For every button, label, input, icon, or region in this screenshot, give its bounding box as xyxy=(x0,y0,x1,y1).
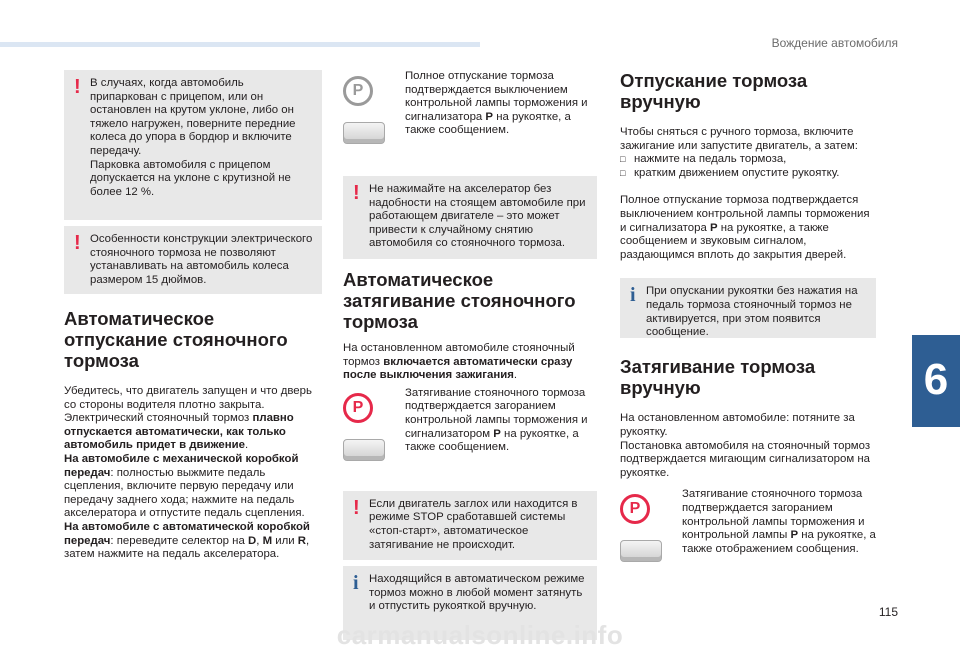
warning-icon: ! xyxy=(353,182,360,204)
note-text: Не нажимайте на акселератор без надобности на стоящем автомобиле при работающем двигателе – это может привести к случайному снятию автомобиля со стояночного тормоза. xyxy=(369,183,586,250)
bold-text: плавно отпускается автоматически, как только автомобиль придет в движение xyxy=(64,412,294,452)
apply-illustration xyxy=(343,387,399,461)
release-text xyxy=(405,70,597,144)
parking-brake-off-icon: P xyxy=(343,76,373,106)
text: на рукоятке, а также сообщением и звуковым сигналом, раздающимся вплоть до закрытия дверей. xyxy=(620,221,847,261)
warning-icon: ! xyxy=(74,232,81,254)
section-title: Вождение автомобиля xyxy=(771,36,898,50)
page-number: 115 xyxy=(878,605,898,619)
gear-m: M xyxy=(262,534,273,547)
text: Затягивание стояночного тормоза подтверждается загоранием контрольной лампы торможения и контрольной лампы xyxy=(682,488,865,542)
text: на рукоятке, а также сообщением. xyxy=(405,110,571,137)
note-text: Особенности конструкции электрического стояночного тормоза не позволяют устанавливать на автомобиль колеса размером 15 дюймов. xyxy=(90,233,313,286)
bold-text: P xyxy=(790,529,799,542)
body-paragraph: Чтобы сняться с ручного тормоза, включите зажигание или запустите двигатель, а затем: xyxy=(620,126,858,152)
info-icon: i xyxy=(630,284,636,307)
text: . xyxy=(244,439,249,452)
section-heading-manual-release: Отпускание тормоза вручную xyxy=(620,70,808,112)
apply-indicator-block xyxy=(343,387,597,461)
text: . xyxy=(513,369,518,382)
brake-switch-icon xyxy=(620,540,662,562)
bold-text: P xyxy=(709,221,718,234)
text: , затем нажмите на педаль акселератора. xyxy=(64,534,310,561)
bold-text: включается автоматически сразу после выключения зажигания xyxy=(343,355,573,382)
bold-text: P xyxy=(485,110,494,123)
manual-apply-illustration xyxy=(620,488,676,562)
warning-note-parking xyxy=(64,70,322,220)
release-indicator-block xyxy=(343,70,597,144)
text: : полностью выжмите педаль сцепления, включите первую передачу или передачу заднего хода; нажмите на педаль акселератора и отпустите педаль сцепления. xyxy=(64,466,305,520)
bold-text: P xyxy=(493,427,501,440)
gear-d: D xyxy=(247,534,257,547)
text: на рукоятке, а также отображением сообщения. xyxy=(682,529,876,555)
text: или xyxy=(272,534,298,547)
body-paragraph xyxy=(620,194,876,262)
text: На остановленном автомобиле стояночный тормоз xyxy=(343,341,575,368)
warning-icon: ! xyxy=(353,496,360,519)
manual-apply-indicator-block xyxy=(620,488,876,562)
column-middle xyxy=(343,70,597,640)
text: Полное отпускание тормоза подтверждается выключением контрольной лампы торможения и сигнализатора xyxy=(405,70,588,123)
text: , xyxy=(256,534,263,547)
list-item: □ кратким движением опустите рукоятку. xyxy=(620,167,876,181)
text: на рукоятке, а также сообщением. xyxy=(405,427,579,454)
steps-list xyxy=(620,153,876,180)
brake-switch-icon xyxy=(343,439,385,461)
note-text: Если двигатель заглох или находится в режиме STOP сработавшей системы «стоп-старт», автоматическое затягивание не происходит. xyxy=(369,497,578,551)
body-paragraph: Постановка автомобиля на стояночный тормоз подтверждается мигающим сигнализатором на рукоятке. xyxy=(620,439,871,479)
section-heading-auto-apply: Автоматическое затягивание стояночного тормоза xyxy=(343,268,576,332)
note-text: При опускании рукоятки без нажатия на педаль тормоза стояночный тормоз не активируется, при этом появится сообщение. xyxy=(646,285,858,339)
warning-note-wheels xyxy=(64,226,322,294)
list-item: □ нажмите на педаль тормоза, xyxy=(620,153,876,167)
warning-note-accelerator xyxy=(343,176,597,259)
section-heading-manual-apply: Затягивание тормоза вручную xyxy=(620,356,816,399)
chapter-number: 6 xyxy=(923,355,949,404)
manual-apply-text xyxy=(682,488,876,562)
text: Полное отпускание тормоза подтверждается выключением контрольной лампы торможения и сигнализатора xyxy=(620,194,870,234)
body-paragraph: На остановленном автомобиле: потяните за рукоятку. xyxy=(620,412,855,438)
warning-icon: ! xyxy=(74,76,81,98)
text: : переведите селектор на xyxy=(110,534,248,547)
text: Электрический стояночный тормоз xyxy=(64,412,253,425)
watermark: carmanualsonline.info xyxy=(336,620,624,649)
parking-brake-on-icon: P xyxy=(620,494,650,524)
header-bar xyxy=(0,42,480,47)
brake-switch-icon xyxy=(343,122,385,144)
parking-brake-on-icon: P xyxy=(343,393,373,423)
bold-text: На автомобиле с автоматической коробкой передач xyxy=(64,520,310,547)
gear-r: R xyxy=(297,534,306,547)
section-heading-auto-release: Автоматическое отпускание стояночного тормоза xyxy=(64,308,288,371)
note-text: Находящийся в автоматическом режиме тормоз можно в любой момент затянуть и отпустить рукояткой вручную. xyxy=(369,573,585,613)
text: Убедитесь, что двигатель запущен и что дверь со стороны водителя плотно закрыта. xyxy=(64,385,312,411)
apply-text xyxy=(405,387,597,461)
info-note-brake-pedal xyxy=(620,278,876,338)
release-illustration xyxy=(343,70,399,144)
note-text: В случаях, когда автомобиль припаркован с прицепом, или он остановлен на крутом уклоне, либо он тяжело нагружен, поверните передние колеса до упора в бордюр и включите передачу. xyxy=(90,77,296,157)
bold-text: На автомобиле с механической коробкой передач xyxy=(64,452,299,479)
body-paragraph xyxy=(343,342,597,383)
text: Затягивание стояночного тормоза подтверждается загоранием контрольной лампы торможения и сигнализатором xyxy=(405,386,588,440)
body-paragraph xyxy=(64,385,322,562)
warning-note-stop-start xyxy=(343,491,597,560)
info-icon: i xyxy=(353,572,359,595)
column-left xyxy=(64,70,322,562)
note-text: Парковка автомобиля с прицепом допускается на уклоне с крутизной не более 12 %. xyxy=(90,158,291,198)
column-right xyxy=(620,70,876,562)
